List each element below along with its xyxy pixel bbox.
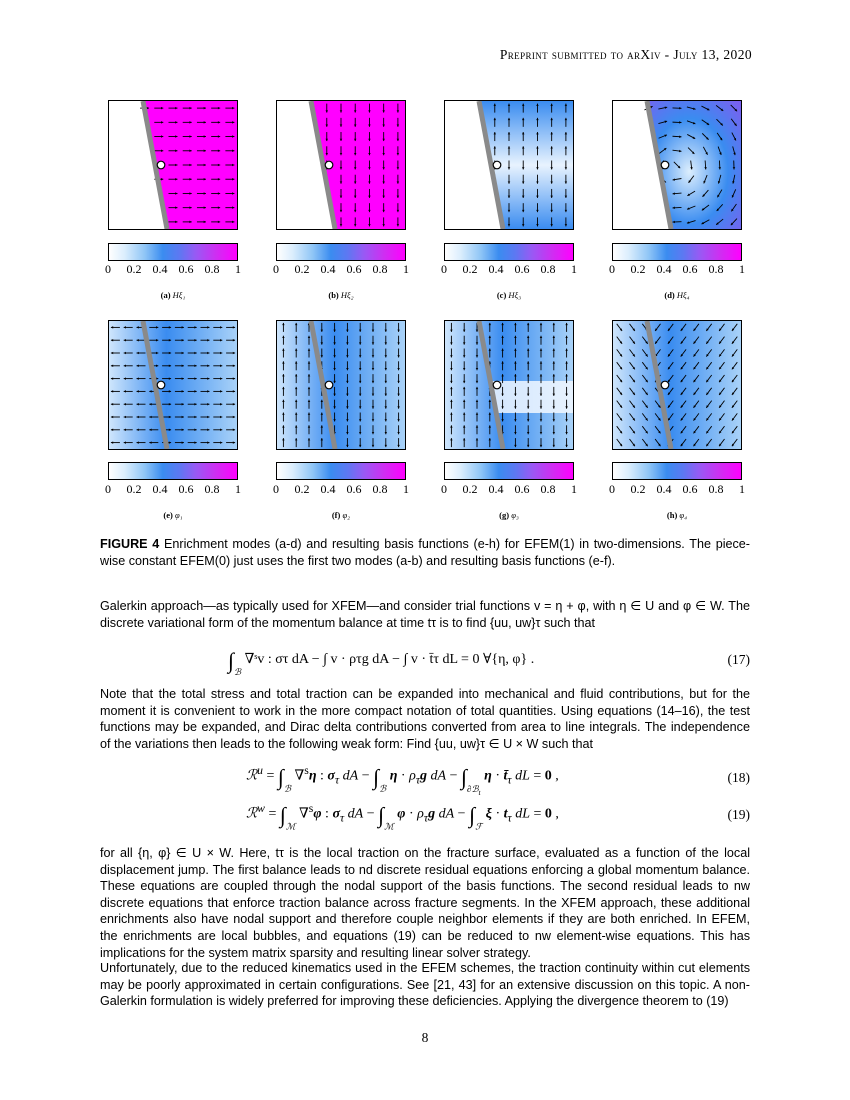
colorbar-tick: 0 [441,262,447,276]
node-marker [661,161,669,169]
node-marker [325,381,333,389]
figure-caption [100,536,750,570]
colorbar-ticks-h [609,482,752,498]
node-marker [157,161,165,169]
colorbar-tick: 0.8 [372,482,388,496]
colorbar-d [612,243,742,261]
colorbar-tick: 0.2 [126,482,142,496]
colorbar-tick: 0.6 [682,482,698,496]
colorbar-c [444,243,574,261]
colorbar-tick: 0.6 [682,262,698,276]
colorbar-tick: 0 [609,262,615,276]
colorbar-tick: 0.8 [372,262,388,276]
colorbar-tick: 0.6 [514,262,530,276]
colorbar-ticks-c [441,262,584,278]
equation-18: ℛ$^u$ = $\int_ℬ$ ∇$^s$η : $\sigma_\tau$ dA − $\int_ℬ$ $\eta \cdot \rho_\tau g$ dA − $\int_{\partial ℬ_t}$ $\eta \cdot t̄_\tau$ dL = 0 , [246,764,559,797]
colorbar-tick: 0 [273,482,279,496]
colorbar-tick: 0.8 [540,482,556,496]
vector-field-g [445,321,573,449]
colorbar-ticks-g [441,482,584,498]
colorbar-tick: 0.6 [178,262,194,276]
colorbar-tick: 1 [403,482,409,496]
node-marker [493,381,501,389]
colorbar-tick: 0.6 [346,482,362,496]
colorbar-f [276,462,406,480]
colorbar-a [108,243,238,261]
colorbar-b [276,243,406,261]
paragraph-note: Note that the total stress and total traction can be expanded into mechanical and fluid contributions, but for the moment it is convenient to work in the more compact notation of total quantities. Using equations (14–16), the test functions may be expanded, and Dirac delta contributions converted from area to line integrals. The independence of the variations then leads to the following weak form: Find {uu, uw}τ ∈ U × W such that [100,687,750,751]
panel-c [444,100,574,230]
subcaption-a: (a) Hξ₁ [160,290,186,300]
colorbar-tick: 0.4 [488,262,504,276]
figure-caption-label: FIGURE 4 [100,537,160,551]
colorbar-tick: 0.4 [656,262,672,276]
vector-field-h [613,321,741,449]
subcaption-b: (b) Hξ₂ [328,290,354,300]
colorbar-tick: 1 [403,262,409,276]
equation-17-body: ∇ˢv : στ dA − ∫ v · ρτg dA − ∫ v · t̄τ dL = 0 ∀{η, φ} . [244,652,535,667]
subcaption-e: (e) φ₁ [163,510,183,520]
colorbar-tick: 0.6 [346,262,362,276]
node-marker [493,161,501,169]
equation-19-number: (19) [727,807,750,822]
colorbar-tick: 0.4 [152,262,168,276]
subcaption-c: (c) Hξ₃ [496,290,522,300]
colorbar-tick: 0.2 [294,262,310,276]
paragraph-residuals: for all {η, φ} ∈ U × W. Here, tτ is the local traction on the fracture surface, evaluated as a function of the local displacement jump. The first balance leads to nd discrete residual equations enforcing a global momentum balance. These equations are coupled through the nodal support of the basis functions. The second residual leads to nw discrete equations that enforce traction balance across fracture segments. In the XFEM approach, these additional enrichments also have nodal support and therefore couple neighbor elements if they are both enriched. In EFEM, the enrichments are local bubbles, and equations (19) can be reduced to nw element-wise equations. This has implications for the system matrix sparsity and resulting linear solver strategy. [100,846,750,960]
colorbar-tick: 0.2 [462,482,478,496]
colorbar-tick: 0.8 [708,262,724,276]
colorbar-tick: 0.2 [126,262,142,276]
panel-b [276,100,406,230]
vector-field-d [613,101,741,229]
equation-17: $\int_ℬ$ ∇ˢv : στ dA − ∫ v · ρτg dA − ∫ v · t̄τ dL = 0 ∀{η, φ} . [228,648,535,677]
colorbar-tick: 0 [441,482,447,496]
panel-d [612,100,742,230]
colorbar-ticks-b [273,262,416,278]
vector-field-e [109,321,237,449]
vector-field-a [109,101,237,229]
panel-e [108,320,238,450]
node-marker [325,161,333,169]
subcaption-h: (h) φ₄ [666,510,688,520]
panel-h [612,320,742,450]
colorbar-ticks-e [105,482,248,498]
subcaption-g: (g) φ₃ [499,510,519,520]
colorbar-tick: 1 [235,262,241,276]
colorbar-tick: 0.8 [708,482,724,496]
colorbar-g [444,462,574,480]
node-marker [661,381,669,389]
colorbar-tick: 0 [105,262,111,276]
colorbar-tick: 0.4 [320,482,336,496]
colorbar-ticks-f [273,482,416,498]
colorbar-e [108,462,238,480]
node-marker [157,381,165,389]
colorbar-tick: 0.4 [320,262,336,276]
panel-g [444,320,574,450]
colorbar-tick: 0.8 [540,262,556,276]
colorbar-tick: 1 [571,262,577,276]
equation-19: ℛ$^w$ = $\int_ℳ$ ∇$^s$φ : $\sigma_\tau$ dA − $\int_ℳ$ $\varphi \cdot \rho_\tau g$ dA − $\int_ℱ$ $\xi \cdot t_\tau$ dL = 0 , [246,802,559,832]
colorbar-tick: 0.4 [656,482,672,496]
colorbar-tick: 0.4 [152,482,168,496]
colorbar-tick: 0.2 [630,482,646,496]
paragraph-traction: Unfortunately, due to the reduced kinematics used in the EFEM schemes, the traction continuity within cut elements may be poorly approximated in certain configurations. See [21, 43] for an extensive discussion on this topic. A non-Galerkin formulation is widely preferred for improving these deficiencies. Applying the divergence theorem to (19) [100,961,750,1009]
colorbar-tick: 0.4 [488,482,504,496]
colorbar-tick: 0 [105,482,111,496]
colorbar-tick: 0.2 [294,482,310,496]
vector-field-b [277,101,405,229]
equation-17-number: (17) [727,652,750,667]
colorbar-tick: 0 [609,482,615,496]
colorbar-tick: 1 [739,482,745,496]
colorbar-tick: 0.2 [462,262,478,276]
colorbar-tick: 1 [571,482,577,496]
subcaption-d: (d) Hξ₄ [664,290,690,300]
figure-caption-text: Enrichment modes (a-d) and resulting basis functions (e-h) for EFEM(1) in two-dimensions. The piece-wise constant EFEM(0) just uses the first two modes (a-b) and resulting basis functions (e-f). [100,537,750,568]
colorbar-tick: 0.6 [178,482,194,496]
colorbar-tick: 0.8 [204,482,220,496]
vector-field-c [445,101,573,229]
page-number: 8 [421,1030,429,1045]
subcaption-f: (f) φ₂ [331,510,351,520]
colorbar-tick: 0.6 [514,482,530,496]
colorbar-tick: 0.8 [204,262,220,276]
colorbar-tick: 1 [739,262,745,276]
running-header: Preprint submitted to arXiv - July 13, 2020 [499,47,752,62]
colorbar-ticks-a [105,262,248,278]
paragraph-galerkin: Galerkin approach—as typically used for XFEM—and consider trial functions v = η + φ, with η ∈ U and φ ∈ W. The discrete variational form of the momentum balance at time tτ is to find {uu, uw}τ such that [100,599,750,630]
colorbar-tick: 0.2 [630,262,646,276]
panel-f [276,320,406,450]
colorbar-ticks-d [609,262,752,278]
vector-field-f [277,321,405,449]
colorbar-tick: 1 [235,482,241,496]
colorbar-tick: 0 [273,262,279,276]
colorbar-h [612,462,742,480]
panel-a [108,100,238,230]
equation-18-number: (18) [727,770,750,785]
